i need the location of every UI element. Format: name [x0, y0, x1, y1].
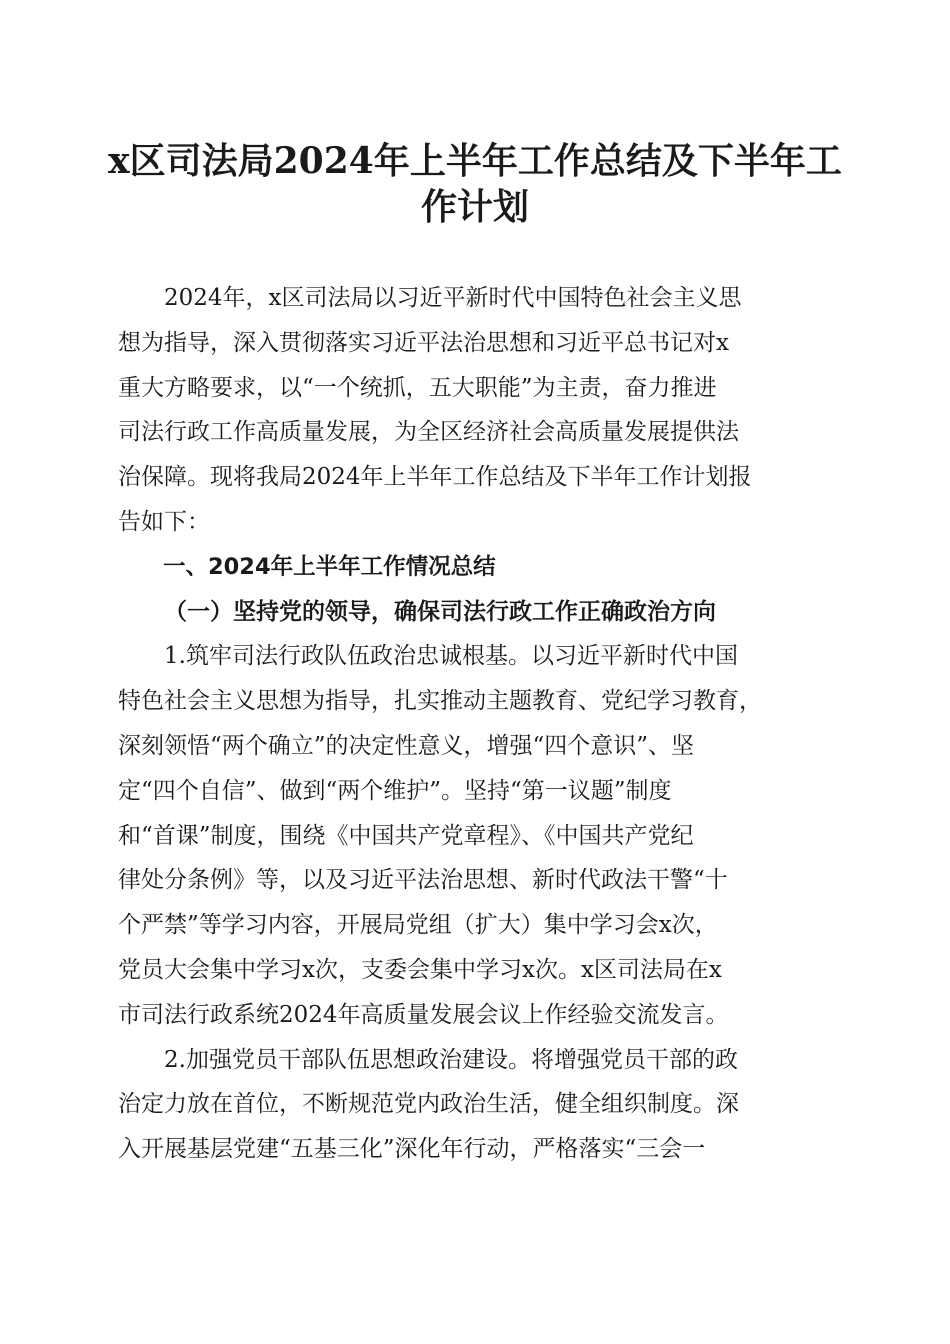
text-line: 司法行政工作高质量发展，为全区经济社会高质量发展提供法 [118, 419, 739, 446]
title-line-1: x区司法局2024年上半年工作总结及下半年工 [108, 140, 842, 182]
text-line: 治保障。现将我局2024年上半年工作总结及下半年工作计划报 [118, 464, 752, 491]
text-line: 定“四个自信”、做到“两个维护”。坚持“第一议题”制度 [118, 777, 672, 804]
text-line: 深刻领悟“两个确立”的决定性意义，增强“四个意识”、坚 [118, 732, 695, 759]
text-line: 重大方略要求，以“一个统抓，五大职能”为主责，奋力推进 [118, 374, 717, 401]
text-line: 想为指导，深入贯彻落实习近平法治思想和习近平总书记对x [118, 329, 729, 356]
intro-paragraph [118, 276, 832, 545]
document-body [118, 276, 832, 1172]
text-line: 治定力放在首位，不断规范党内政治生活，健全组织制度。深 [118, 1091, 739, 1118]
text-line: 1.筑牢司法行政队伍政治忠诚根基。以习近平新时代中国 [164, 643, 738, 670]
text-line: 2024年，x区司法局以习近平新时代中国特色社会主义思 [164, 285, 742, 311]
item-2-paragraph [118, 1038, 832, 1172]
text-line: 特色社会主义思想为指导，扎实推动主题教育、党纪学习教育， [118, 688, 762, 715]
text-line: 律处分条例》等，以及习近平法治思想、新时代政法干警“十 [118, 867, 728, 894]
text-line: 个严禁”等学习内容，开展局党组（扩大）集中学习会x次， [118, 912, 718, 939]
document-title [100, 138, 850, 230]
subsection-heading: （一）坚持党的领导，确保司法行政工作正确政治方向 [164, 597, 716, 625]
section-heading: 一、2024年上半年工作情况总结 [163, 553, 496, 580]
text-line: 市司法行政系统2024年高质量发展会议上作经验交流发言。 [118, 1001, 729, 1028]
text-line: 2.加强党员干部队伍思想政治建设。将增强党员干部的政 [164, 1046, 738, 1073]
text-line: 和“首课”制度，围绕《中国共产党章程》、《中国共产党纪 [118, 822, 694, 849]
text-line: 党员大会集中学习x次，支委会集中学习x次。x区司法局在x [118, 956, 722, 983]
title-line-2: 作计划 [420, 186, 529, 228]
text-line: 入开展基层党建“五基三化”深化年行动，严格落实“三会一 [118, 1136, 706, 1163]
text-line: 告如下： [118, 508, 210, 535]
item-1-paragraph [118, 634, 832, 1037]
